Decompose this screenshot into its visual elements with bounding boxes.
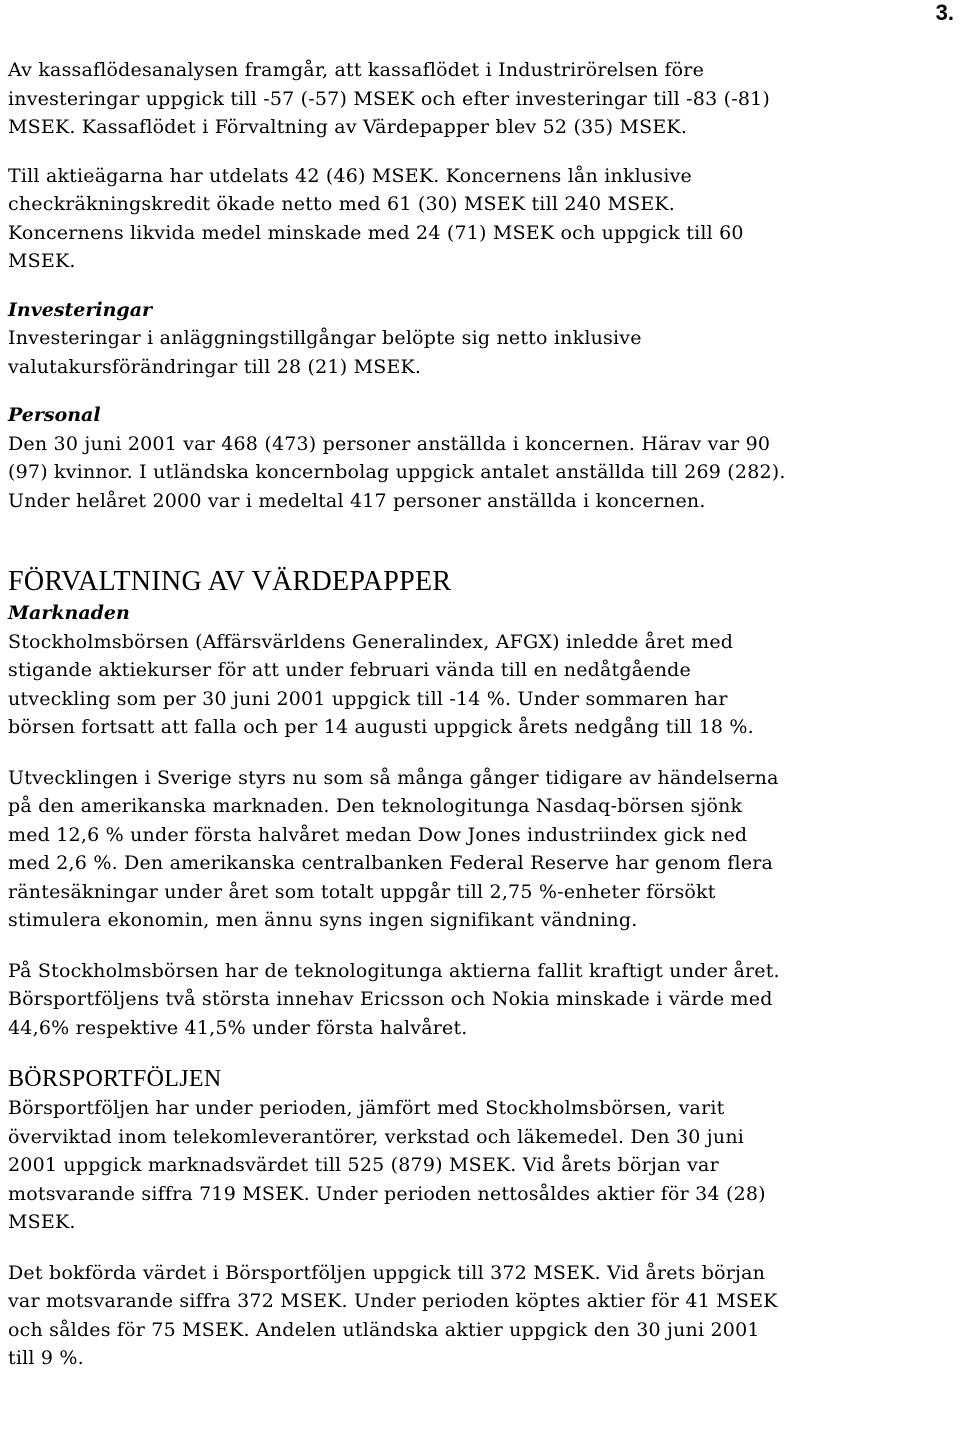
text-line: på den amerikanska marknaden. Den teknologitunga Nasdaq-börsen sjönk (8, 795, 743, 817)
document-body (8, 56, 953, 1373)
text-line: Av kassaflödesanalysen framgår, att kassaflödet i Industrirörelsen före (8, 59, 705, 81)
page-number: 3. (935, 0, 954, 25)
text-line: MSEK. (8, 1211, 76, 1233)
paragraph-kassaflode (8, 56, 953, 142)
text-line: motsvarande siffra 719 MSEK. Under perioden nettosåldes aktier för 34 (28) (8, 1182, 766, 1205)
text-line: var motsvarande siffra 372 MSEK. Under perioden köptes aktier för 41 MSEK (8, 1290, 778, 1312)
text-line: Investeringar i anläggningstillgångar belöpte sig netto inklusive (8, 327, 642, 349)
text-line: Den 30 juni 2001 var 468 (473) personer anställda i koncernen. Härav var 90 (8, 432, 771, 455)
text-line: räntesäkningar under året som totalt uppgår till 2,75 %-enheter försökt (8, 880, 716, 903)
text-line: Börsportföljens två största innehav Ericsson och Nokia minskade i värde med (8, 988, 773, 1010)
text-line: med 2,6 %. Den amerikanska centralbanken Federal Reserve har genom flera (8, 852, 774, 874)
text-line: Under helåret 2000 var i medeltal 417 personer anställda i koncernen. (8, 489, 706, 512)
heading-forvaltning: FÖRVALTNING AV VÄRDEPAPPER (8, 566, 452, 597)
text-line: Börsportföljen har under perioden, jämfört med Stockholmsbörsen, varit (8, 1097, 725, 1119)
text-line: stigande aktiekurser för att under februari vända till en nedåtgående (8, 659, 691, 681)
text-line: checkräkningskredit ökade netto med 61 (30) MSEK till 240 MSEK. (8, 193, 676, 215)
paragraph-personal (8, 430, 953, 516)
text-line: stimulera ekonomin, men ännu syns ingen signifikant vändning. (8, 909, 638, 931)
text-line: Utvecklingen i Sverige styrs nu som så många gånger tidigare av händelserna (8, 766, 779, 789)
text-line: och såldes för 75 MSEK. Andelen utländska aktier uppgick den 30 juni 2001 (8, 1318, 760, 1341)
text-line: utveckling som per 30 juni 2001 uppgick till -14 %. Under sommaren har (8, 687, 728, 710)
text-line: (97) kvinnor. I utländska koncernbolag uppgick antalet anställda till 269 (282). (8, 461, 786, 483)
paragraph-investeringar (8, 324, 953, 381)
text-line: 2001 uppgick marknadsvärdet till 525 (879) MSEK. Vid årets början var (8, 1154, 719, 1176)
text-line: börsen fortsatt att falla och per 14 augusti uppgick årets nedgång till 18 %. (8, 716, 754, 738)
heading-marknaden: Marknaden (8, 602, 130, 624)
text-line: överviktad inom telekomleverantörer, verkstad och läkemedel. Den 30 juni (8, 1125, 745, 1148)
text-line: Koncernens likvida medel minskade med 24 (71) MSEK och uppgick till 60 (8, 221, 744, 244)
text-line: På Stockholmsbörsen har de teknologitunga aktierna fallit kraftigt under året. (8, 959, 780, 982)
text-line: med 12,6 % under första halvåret medan Dow Jones industriindex gick ned (8, 823, 748, 846)
text-line: Till aktieägarna har utdelats 42 (46) MSEK. Koncernens lån inklusive (8, 164, 692, 187)
heading-investeringar: Investeringar (8, 298, 153, 321)
text-line: 44,6% respektive 41,5% under första halvåret. (8, 1016, 468, 1039)
text-line: Det bokförda värdet i Börsportföljen uppgick till 372 MSEK. Vid årets början (8, 1261, 766, 1284)
text-line: valutakursförändringar till 28 (21) MSEK. (8, 355, 422, 378)
paragraph-utdelning (8, 162, 953, 276)
text-line: MSEK. (8, 250, 76, 272)
heading-borsportfoljen: BÖRSPORTFÖLJEN (8, 1066, 222, 1092)
paragraph-bokfort-varde (8, 1259, 953, 1373)
heading-personal: Personal (8, 404, 101, 426)
paragraph-borsportfoljen (8, 1094, 953, 1237)
paragraph-marknaden (8, 628, 953, 742)
text-line: till 9 %. (8, 1347, 84, 1369)
text-line: Stockholmsbörsen (Affärsvärldens Generalindex, AFGX) inledde året med (8, 630, 734, 653)
text-line: investeringar uppgick till -57 (-57) MSEK och efter investeringar till -83 (-81) (8, 87, 771, 110)
text-line: MSEK. Kassaflödet i Förvaltning av Värdepapper blev 52 (35) MSEK. (8, 116, 688, 138)
paragraph-utvecklingen (8, 764, 953, 935)
paragraph-stockholmsborsen (8, 957, 953, 1043)
